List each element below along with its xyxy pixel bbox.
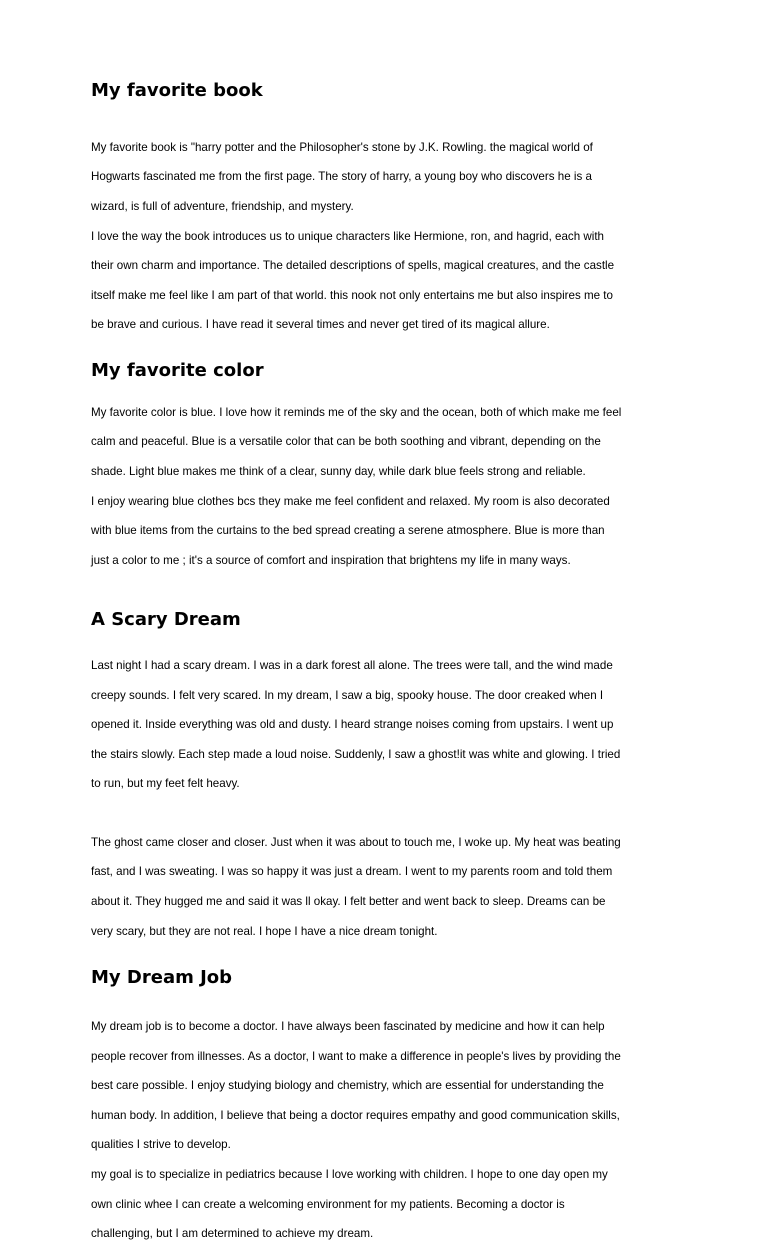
paragraph-favorite-color	[91, 391, 681, 583]
text-line: My favorite color is blue. I love how it reminds me of the sky and the ocean, both of which make me feel	[91, 405, 622, 419]
text-line: I love the way the book introduces us to unique characters like Hermione, ron, and hagrid, each with	[91, 229, 604, 243]
paragraph-scary-dream-1	[91, 644, 681, 807]
paragraph-dream-job	[91, 1005, 681, 1257]
text-line: people recover from illnesses. As a doctor, I want to make a difference in people's lives by providing the	[91, 1049, 621, 1063]
document-body	[91, 80, 681, 1257]
text-line: opened it. Inside everything was old and dusty. I heard strange noises coming from upstairs. I went up	[91, 718, 614, 732]
text-line: be brave and curious. I have read it several times and never get tired of its magical allure.	[91, 318, 550, 332]
text-line: challenging, but I am determined to achieve my dream.	[91, 1227, 374, 1241]
text-line: with blue items from the curtains to the bed spread creating a serene atmosphere. Blue is more than	[91, 524, 605, 538]
text-line: to run, but my feet felt heavy.	[91, 777, 240, 791]
section-title-favorite-book: My favorite book	[91, 80, 263, 101]
paragraph-scary-dream-2	[91, 821, 681, 954]
text-line: Hogwarts fascinated me from the first page. The story of harry, a young boy who discovers he is a	[91, 170, 592, 184]
text-line: my goal is to specialize in pediatrics because I love working with children. I hope to one day open my	[91, 1168, 608, 1182]
section-title-scary-dream: A Scary Dream	[91, 609, 241, 631]
text-line: best care possible. I enjoy studying biology and chemistry, which are essential for understanding the	[91, 1079, 604, 1093]
text-line: own clinic whee I can create a welcoming environment for my patients. Becoming a doctor is	[91, 1197, 565, 1211]
text-line: very scary, but they are not real. I hope I have a nice dream tonight.	[91, 924, 438, 938]
text-line: I enjoy wearing blue clothes bcs they make me feel confident and relaxed. My room is also decorated	[91, 494, 610, 508]
text-line: calm and peaceful. Blue is a versatile color that can be both soothing and vibrant, depending on the	[91, 435, 601, 449]
text-line: qualities I strive to develop.	[91, 1138, 231, 1152]
text-line: creepy sounds. I felt very scared. In my dream, I saw a big, spooky house. The door creaked when I	[91, 688, 604, 702]
text-line: The ghost came closer and closer. Just when it was about to touch me, I woke up. My heat was beating	[91, 835, 621, 849]
text-line: the stairs slowly. Each step made a loud noise. Suddenly, I saw a ghost!it was white and glowing. I tried	[91, 747, 621, 761]
text-line: My dream job is to become a doctor. I have always been fascinated by medicine and how it can help	[91, 1020, 605, 1034]
section-title-favorite-color: My favorite color	[91, 359, 264, 381]
text-line: My favorite book is "harry potter and the Philosopher's stone by J.K. Rowling. the magical world of	[91, 140, 593, 154]
text-line: their own charm and importance. The detailed descriptions of spells, magical creatures, and the castle	[91, 259, 615, 273]
text-line: human body. In addition, I believe that being a doctor requires empathy and good communication skills,	[91, 1108, 620, 1122]
section-title-dream-job: My Dream Job	[91, 967, 233, 989]
text-line: shade. Light blue makes me think of a clear, sunny day, while dark blue feels strong and reliable.	[91, 464, 586, 478]
text-line: just a color to me ; it's a source of comfort and inspiration that brightens my life in many ways.	[91, 553, 571, 567]
text-line: wizard, is full of adventure, friendship, and mystery.	[91, 199, 354, 213]
text-line: fast, and I was sweating. I was so happy it was just a dream. I went to my parents room and told them	[91, 865, 613, 879]
text-line: Last night I had a scary dream. I was in a dark forest all alone. The trees were tall, and the wind made	[91, 659, 613, 673]
text-line: about it. They hugged me and said it was ll okay. I felt better and went back to sleep. Dreams can be	[91, 895, 606, 909]
paragraph-favorite-book	[91, 126, 681, 348]
text-line: itself make me feel like I am part of that world. this nook not only entertains me but also inspires me to	[91, 288, 613, 302]
